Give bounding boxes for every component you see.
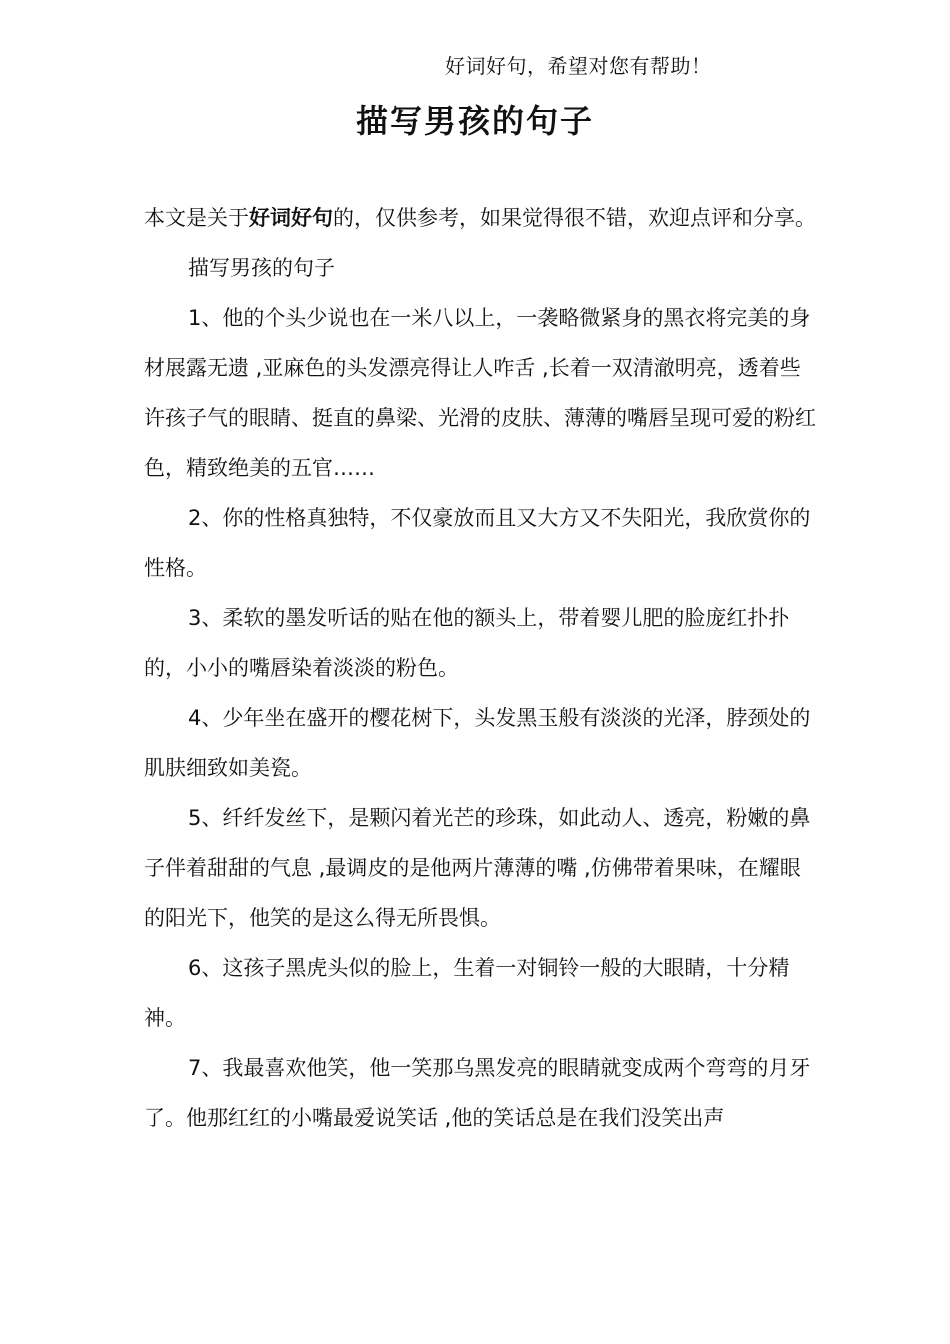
document-body — [144, 193, 820, 1143]
section-subtitle: 描写男孩的句子 — [188, 256, 335, 280]
page-title: 描写男孩的句子 — [355, 102, 594, 140]
paragraph-5: 5、纤纤发丝下，是颗闪着光芒的珍珠，如此动人、透亮，粉嫩的鼻子伴着甜甜的气息 ,最调皮的是他两片薄薄的嘴 ,仿佛带着果味，在耀眼的阳光下，他笑的是这么得无所畏惧。 — [144, 806, 811, 930]
paragraph-3: 3、柔软的墨发听话的贴在他的额头上，带着婴儿肥的脸庞红扑扑的，小小的嘴唇染着淡淡的粉色。 — [144, 606, 790, 680]
paragraph-6: 6、这孩子黑虎头似的脸上，生着一对铜铃一般的大眼睛，十分精神。 — [144, 956, 790, 1030]
intro-keyword: 好词好句 — [249, 206, 333, 230]
paragraph-2: 2、你的性格真独特，不仅豪放而且又大方又不失阳光，我欣赏你的性格。 — [144, 506, 811, 580]
paragraph-4: 4、少年坐在盛开的樱花树下，头发黑玉般有淡淡的光泽，脖颈处的肌肤细致如美瓷。 — [144, 706, 811, 780]
intro-paragraph — [144, 193, 820, 243]
intro-prefix: 本文是关于 — [144, 206, 249, 230]
intro-suffix: 的，仅供参考，如果觉得很不错，欢迎点评和分享。 — [333, 206, 816, 230]
header-note: 好词好句，希望对您有帮助！ — [445, 54, 712, 78]
paragraph-1: 1、他的个头少说也在一米八以上，一袭略微紧身的黑衣将完美的身材展露无遗 ,亚麻色的头发漂亮得让人咋舌 ,长着一双清澈明亮，透着些许孩子气的眼睛、挺直的鼻梁、光滑的皮肤、薄薄的嘴唇呈现可爱的粉红色，精致绝美的五官…… — [144, 306, 816, 480]
paragraph-7: 7、我最喜欢他笑，他一笑那乌黑发亮的眼睛就变成两个弯弯的月牙了。他那红红的小嘴最爱说笑话 ,他的笑话总是在我们没笑出声 — [144, 1056, 811, 1130]
